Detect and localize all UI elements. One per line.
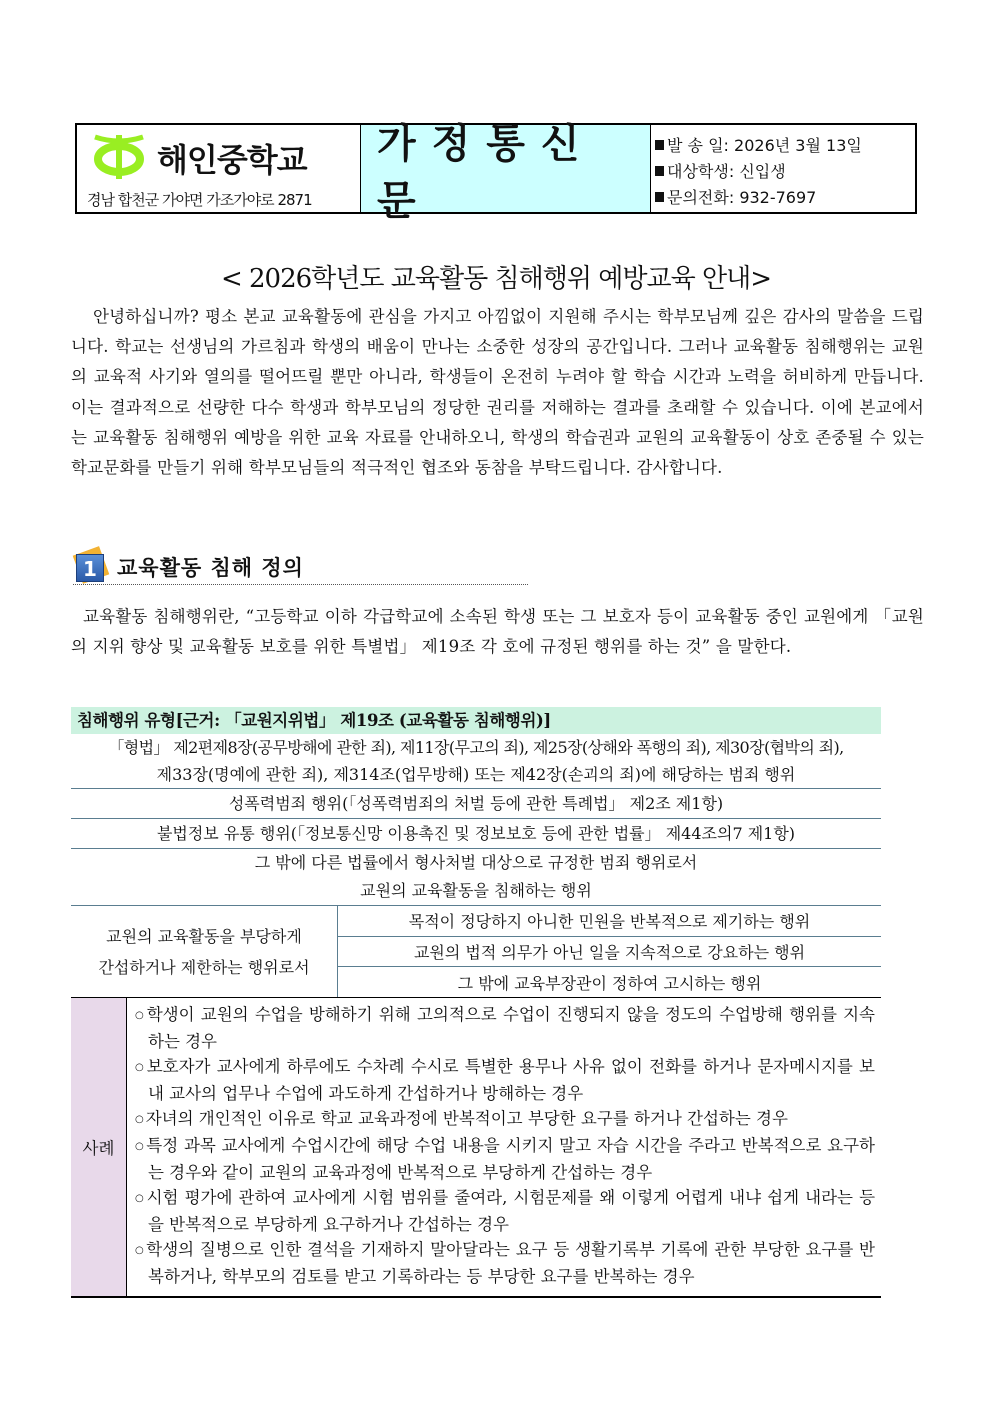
intro-paragraph (71, 302, 924, 483)
case-item: ○ 자녀의 개인적인 이유로 학교 교육과정에 반복적이고 부당한 요구를 하거나 간섭하는 경우 (135, 1109, 788, 1129)
school-block (77, 125, 361, 212)
case-item: ○ 학생의 질병으로 인한 결석을 기재하지 말아달라는 요구 등 생활기록부 기록에 관한 부당한 요구를 반복하거나, 학부모의 검토를 받고 기록하라는 등 부당한 요구를 반복하는 경우 (135, 1240, 876, 1286)
newsletter-title: 가정통신문 (377, 120, 596, 224)
section-number-badge: 1 (76, 554, 104, 582)
definition-paragraph (71, 602, 924, 662)
subitem: 교원의 법적 의무가 아닌 일을 지속적으로 강요하는 행위 (338, 936, 881, 967)
table-row: 「형법」 제2편제8장(공무방해에 관한 죄), 제11장(무고의 죄), 제25장(상해와 폭행의 죄), 제30장(협박의 죄), 제33장(명예에 관한 죄), 제314조(업무방해) 또는 제42장(손괴의 죄)에 해당하는 범죄 행위 (71, 734, 881, 789)
circle-bullet-icon: ○ (135, 1193, 145, 1205)
section-title: 교육활동 침해 정의 (117, 556, 304, 580)
case-item: ○ 특정 과목 교사에게 수업시간에 해당 수업 내용을 시키지 말고 자습 시간을 주라고 반복적으로 요구하는 경우와 같이 교원의 교육과정에 반복적으로 부당하게 간섭하는 경우 (135, 1135, 876, 1182)
info-target: 대상학생: 신입생 (655, 159, 915, 185)
table-row: 불법정보 유통 행위(「정보통신망 이용촉진 및 정보보호 등에 관한 법률」 제44조의7 제1항) (71, 819, 881, 849)
table-row: 성폭력범죄 행위(「성폭력범죄의 처벌 등에 관한 특례법」 제2조 제1항) (71, 789, 881, 819)
section-heading (73, 548, 528, 585)
square-bullet-icon (655, 140, 664, 150)
table-header: 침해행위 유형[근거: 「교원지위법」 제19조 (교육활동 침해행위)] (71, 707, 881, 734)
circle-bullet-icon: ○ (135, 1062, 145, 1074)
circle-bullet-icon: ○ (135, 1010, 145, 1021)
interference-subitems (338, 906, 881, 997)
cases-label: 사례 (71, 998, 127, 1296)
case-item: ○ 시험 평가에 관하여 교사에게 시험 범위를 줄여라, 시험문제를 왜 이렇게 어렵게 내냐 쉽게 내라는 등을 반복적으로 부당하게 요구하거나 간섭하는 경우 (135, 1188, 876, 1234)
table-row (71, 906, 881, 998)
newsletter-header (75, 120, 917, 224)
cases-list (127, 998, 881, 1296)
info-block (651, 125, 915, 212)
newsletter-title-block (361, 120, 651, 224)
square-bullet-icon (655, 192, 664, 202)
circle-bullet-icon: ○ (135, 1245, 145, 1257)
info-send-date: 발 송 일: 2026년 3월 13일 (655, 133, 915, 159)
case-item: ○ 보호자가 교사에게 하루에도 수차례 수시로 특별한 용무나 사유 없이 전화를 하거나 문자메시지를 보내 교사의 업무나 수업에 과도하게 간섭하거나 방해하는 경우 (135, 1057, 875, 1103)
info-phone: 문의전화: 932-7697 (655, 185, 915, 211)
cases-row (71, 998, 881, 1298)
circle-bullet-icon: ○ (135, 1140, 145, 1152)
school-name: 해인중학교 (157, 141, 307, 179)
case-item: ○ 학생이 교원의 수업을 방해하기 위해 고의적으로 수업이 진행되지 않을 정도의 수업방해 행위를 지속하는 경우 (135, 1005, 875, 1051)
square-bullet-icon (655, 166, 664, 176)
document-title: < 2026학년도 교육활동 침해행위 예방교육 안내> (220, 264, 772, 294)
violation-types-table (71, 707, 881, 1298)
definition-text: 교육활동 침해행위란, “고등학교 이하 각급학교에 소속된 학생 또는 그 보호자 등이 교육활동 중인 교원에게 「교원의 지위 향상 및 교육활동 보호를 위한 특별법」 제19조 각 호에 규정된 행위를 하는 것” 을 말한다. (71, 607, 924, 657)
school-address: 경남 합천군 가야면 가조가야로 2871 (87, 191, 312, 209)
circle-bullet-icon: ○ (135, 1114, 144, 1126)
school-logo-icon (91, 131, 147, 181)
table-row: 그 밖에 다른 법률에서 형사처벌 대상으로 규정한 범죄 행위로서 교원의 교육활동을 침해하는 행위 (71, 849, 881, 906)
interference-category: 교원의 교육활동을 부당하게 간섭하거나 제한하는 행위로서 (71, 906, 338, 997)
subitem: 목적이 정당하지 아니한 민원을 반복적으로 제기하는 행위 (408, 912, 811, 932)
intro-text: 안녕하십니까? 평소 본교 교육활동에 관심을 가지고 아낌없이 지원해 주시는 학부모님께 깊은 감사의 말씀을 드립니다. 학교는 선생님의 가르침과 학생의 배움이 만나는 소중한 성장의 공간입니다. 그러나 교육활동 침해행위는 교원의 교육적 사기와 열의를 떨어뜨릴 뿐만 아니라, 학생들이 온전히 누려야 할 학습 시간과 노력을 허비하게 만듭니다. 이는 결과적으로 선량한 다수 학생과 학부모님의 정당한 권리를 저해하는 결과를 초래할 수 있습니다. 이에 본교에서는 교육활동 침해행위 예방을 위한 교육 자료를 안내하오니, 학생의 학습권과 교원의 교육활동이 상호 존중될 수 있는 학교문화를 만들기 위해 학부모님들의 적극적인 협조와 동참을 부탁드립니다. 감사합니다. (71, 307, 924, 478)
subitem: 그 밖에 교육부장관이 정하여 고시하는 행위 (338, 966, 881, 997)
